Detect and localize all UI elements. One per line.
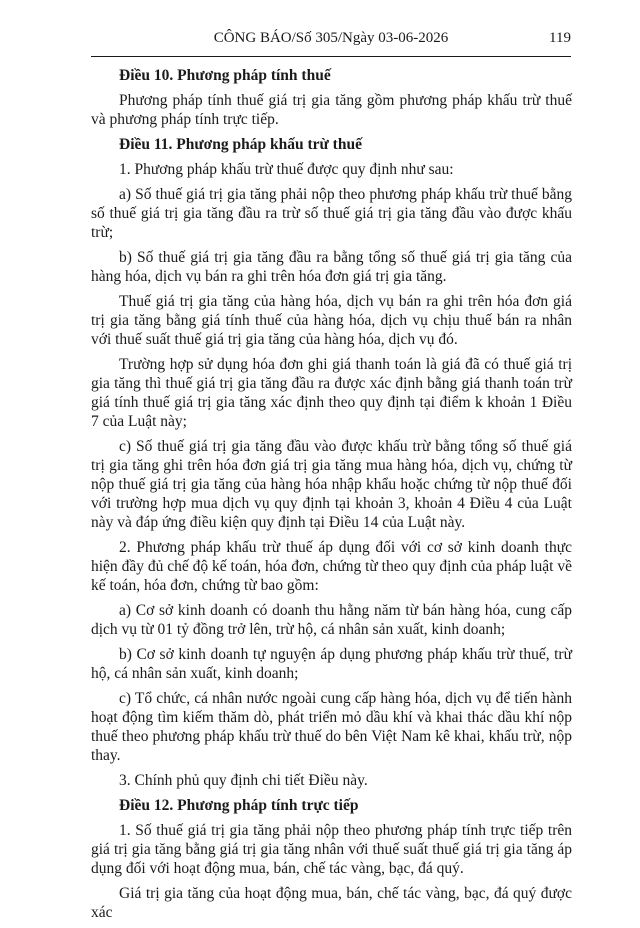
paragraph: Phương pháp tính thuế giá trị gia tăng gồm phương pháp khấu trừ thuế và phương pháp tính trực tiếp. [91,92,572,128]
article-11-heading: Điều 11. Phương pháp khấu trừ thuế [119,136,362,153]
paragraph: 3. Chính phủ quy định chi tiết Điều này. [119,772,368,789]
gazette-header-title: CÔNG BÁO/Số 305/Ngày 03-06-2026 [213,30,449,46]
paragraph: 1. Phương pháp khấu trừ thuế được quy định như sau: [119,161,454,178]
paragraph: b) Cơ sở kinh doanh tự nguyện áp dụng phương pháp khấu trừ thuế, trừ hộ, cá nhân sản xuất, kinh doanh; [91,646,572,682]
paragraph: Giá trị gia tăng của hoạt động mua, bán, chế tác vàng, bạc, đá quý được xác [91,885,572,921]
article-10-heading: Điều 10. Phương pháp tính thuế [119,67,331,84]
document-body [91,66,572,928]
article-12-heading: Điều 12. Phương pháp tính trực tiếp [119,797,359,814]
paragraph: a) Cơ sở kinh doanh có doanh thu hằng năm từ bán hàng hóa, cung cấp dịch vụ từ 01 tỷ đồng trở lên, trừ hộ, cá nhân sản xuất, kinh doanh; [91,602,572,638]
paragraph: c) Tổ chức, cá nhân nước ngoài cung cấp hàng hóa, dịch vụ để tiến hành hoạt động tìm kiếm thăm dò, phát triển mỏ dầu khí và khai thác dầu khí nộp thuế theo phương pháp khấu trừ thuế do bên Việt Nam kê khai, khấu trừ, nộp thay. [91,690,572,764]
paragraph: b) Số thuế giá trị gia tăng đầu ra bằng tổng số thuế giá trị gia tăng của hàng hóa, dịch vụ bán ra ghi trên hóa đơn giá trị gia tăng. [91,249,572,285]
page-header [91,29,571,51]
paragraph: a) Số thuế giá trị gia tăng phải nộp theo phương pháp khấu trừ thuế bằng số thuế giá trị gia tăng đầu ra trừ số thuế giá trị gia tăng đầu vào được khấu trừ; [91,186,572,241]
paragraph: 1. Số thuế giá trị gia tăng phải nộp theo phương pháp tính trực tiếp trên giá trị gia tăng bằng giá trị gia tăng nhân với thuế suất thuế giá trị gia tăng áp dụng đối với hoạt động mua, bán, chế tác vàng, bạc, đá quý. [91,822,572,877]
paragraph: Trường hợp sử dụng hóa đơn ghi giá thanh toán là giá đã có thuế giá trị gia tăng thì thuế giá trị gia tăng đầu ra được xác định bằng giá thanh toán trừ giá tính thuế giá trị gia tăng xác định theo quy định tại điểm k khoản 1 Điều 7 của Luật này; [91,356,572,430]
paragraph: 2. Phương pháp khấu trừ thuế áp dụng đối với cơ sở kinh doanh thực hiện đầy đủ chế độ kế toán, hóa đơn, chứng từ theo quy định của pháp luật về kế toán, hóa đơn, chứng từ bao gồm: [91,539,572,594]
paragraph: Thuế giá trị gia tăng của hàng hóa, dịch vụ bán ra ghi trên hóa đơn giá trị gia tăng bằng giá tính thuế của hàng hóa, dịch vụ chịu thuế bán ra nhân với thuế suất thuế giá trị gia tăng của hàng hóa, dịch vụ đó. [91,293,572,348]
page-number: 119 [549,30,571,46]
paragraph: c) Số thuế giá trị gia tăng đầu vào được khấu trừ bằng tổng số thuế giá trị gia tăng ghi trên hóa đơn giá trị gia tăng mua hàng hóa, dịch vụ, chứng từ nộp thuế giá trị gia tăng của hàng hóa nhập khẩu hoặc chứng từ nộp thuế đối với trường hợp mua dịch vụ quy định tại khoản 3, khoản 4 Điều 4 của Luật này và đáp ứng điều kiện quy định tại Điều 14 của Luật này. [91,438,572,531]
header-divider [91,56,571,57]
